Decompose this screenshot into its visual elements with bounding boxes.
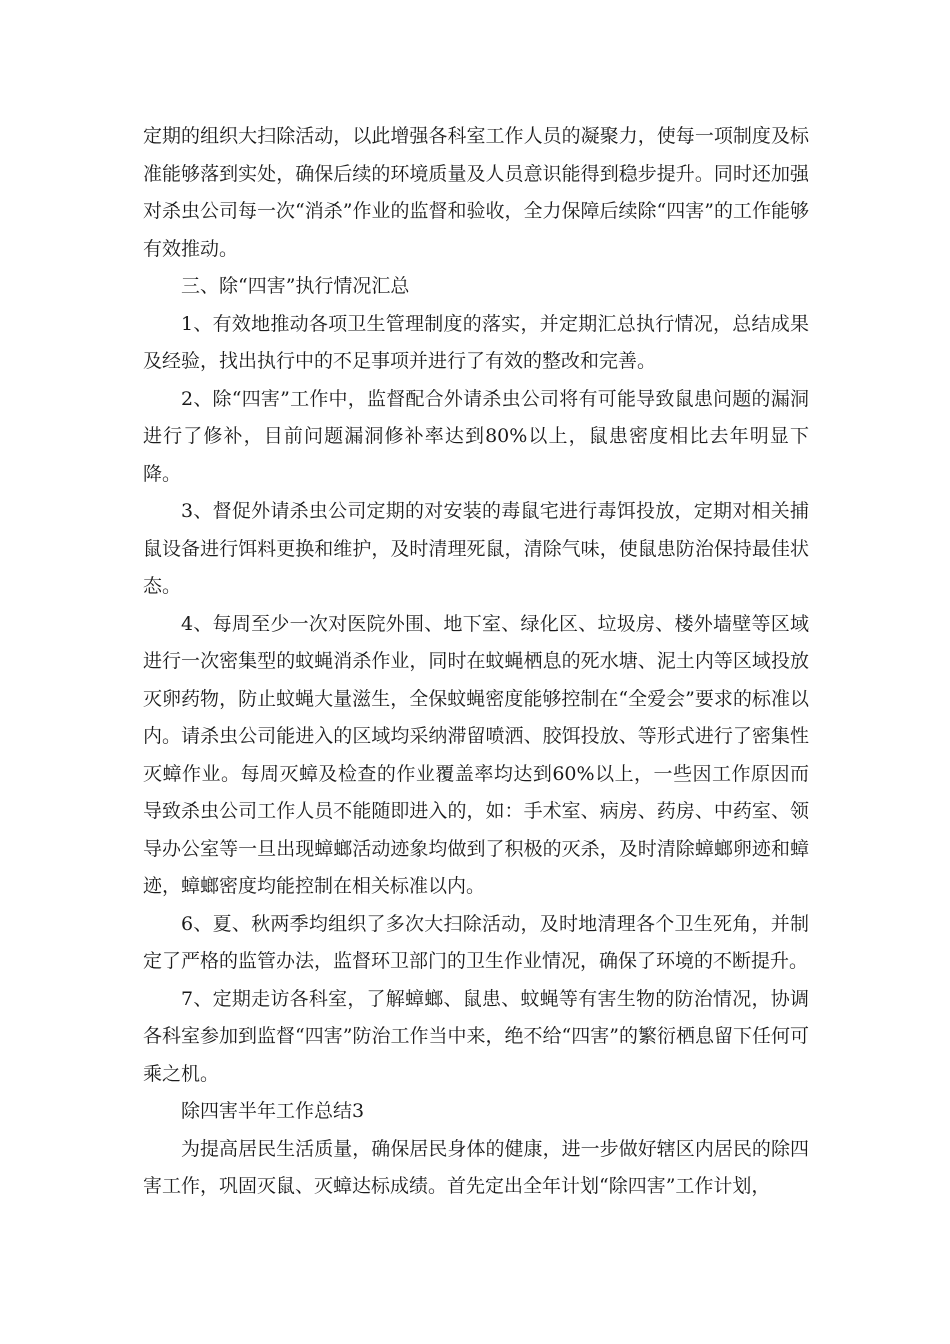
list-item: 1、有效地推动各项卫生管理制度的落实，并定期汇总执行情况，总结成果及经验，找出执行中的不足事项并进行了有效的整改和完善。 — [143, 312, 809, 372]
document-subtitle: 除四害半年工作总结3 — [181, 1100, 365, 1122]
paragraph: 为提高居民生活质量，确保居民身体的健康，进一步做好辖区内居民的除四害工作，巩固灭鼠、灭蟑达标成绩。首先定出全年计划“除四害”工作计划， — [143, 1137, 809, 1197]
paragraph-continued: 定期的组织大扫除活动，以此增强各科室工作人员的凝聚力，使每一项制度及标准能够落到实处，确保后续的环境质量及人员意识能得到稳步提升。同时还加强对杀虫公司每一次“消杀”作业的监督和验收，全力保障后续除“四害”的工作能够有效推动。 — [143, 125, 809, 260]
list-item: 3、督促外请杀虫公司定期的对安装的毒鼠宅进行毒饵投放，定期对相关捕鼠设备进行饵料更换和维护，及时清理死鼠，清除气味，使鼠患防治保持最佳状态。 — [143, 500, 809, 597]
list-item: 7、定期走访各科室，了解蟑螂、鼠患、蚊蝇等有害生物的防治情况，协调各科室参加到监督“四害”防治工作当中来，绝不给“四害”的繁衍栖息留下任何可乘之机。 — [143, 987, 809, 1085]
section-heading: 三、除“四害”执行情况汇总 — [181, 275, 410, 297]
list-item: 4、每周至少一次对医院外围、地下室、绿化区、垃圾房、楼外墙壁等区域进行一次密集型的蚊蝇消杀作业，同时在蚊蝇栖息的死水塘、泥土内等区域投放灭卵药物，防止蚊蝇大量滋生，全保蚊蝇密度能够控制在“全爱会”要求的标准以内。请杀虫公司能进入的区域均采纳滞留喷洒、胶饵投放、等形式进行了密集性灭蟑作业。每周灭蟑及检查的作业覆盖率均达到60%以上，一些因工作原因而导致杀虫公司工作人员不能随即进入的，如：手术室、病房、药房、中药室、领导办公室等一旦出现蟑螂活动迹象均做到了积极的灭杀，及时清除蟑螂卵迹和蟑迹，蟑螂密度均能控制在相关标准以内。 — [143, 612, 809, 897]
list-item: 6、夏、秋两季均组织了多次大扫除活动，及时地清理各个卫生死角，并制定了严格的监管办法，监督环卫部门的卫生作业情况，确保了环境的不断提升。 — [143, 912, 809, 972]
document-body — [143, 118, 809, 1206]
list-item: 2、除“四害”工作中，监督配合外请杀虫公司将有可能导致鼠患问题的漏洞进行了修补，目前问题漏洞修补率达到80%以上，鼠患密度相比去年明显下降。 — [143, 387, 809, 485]
